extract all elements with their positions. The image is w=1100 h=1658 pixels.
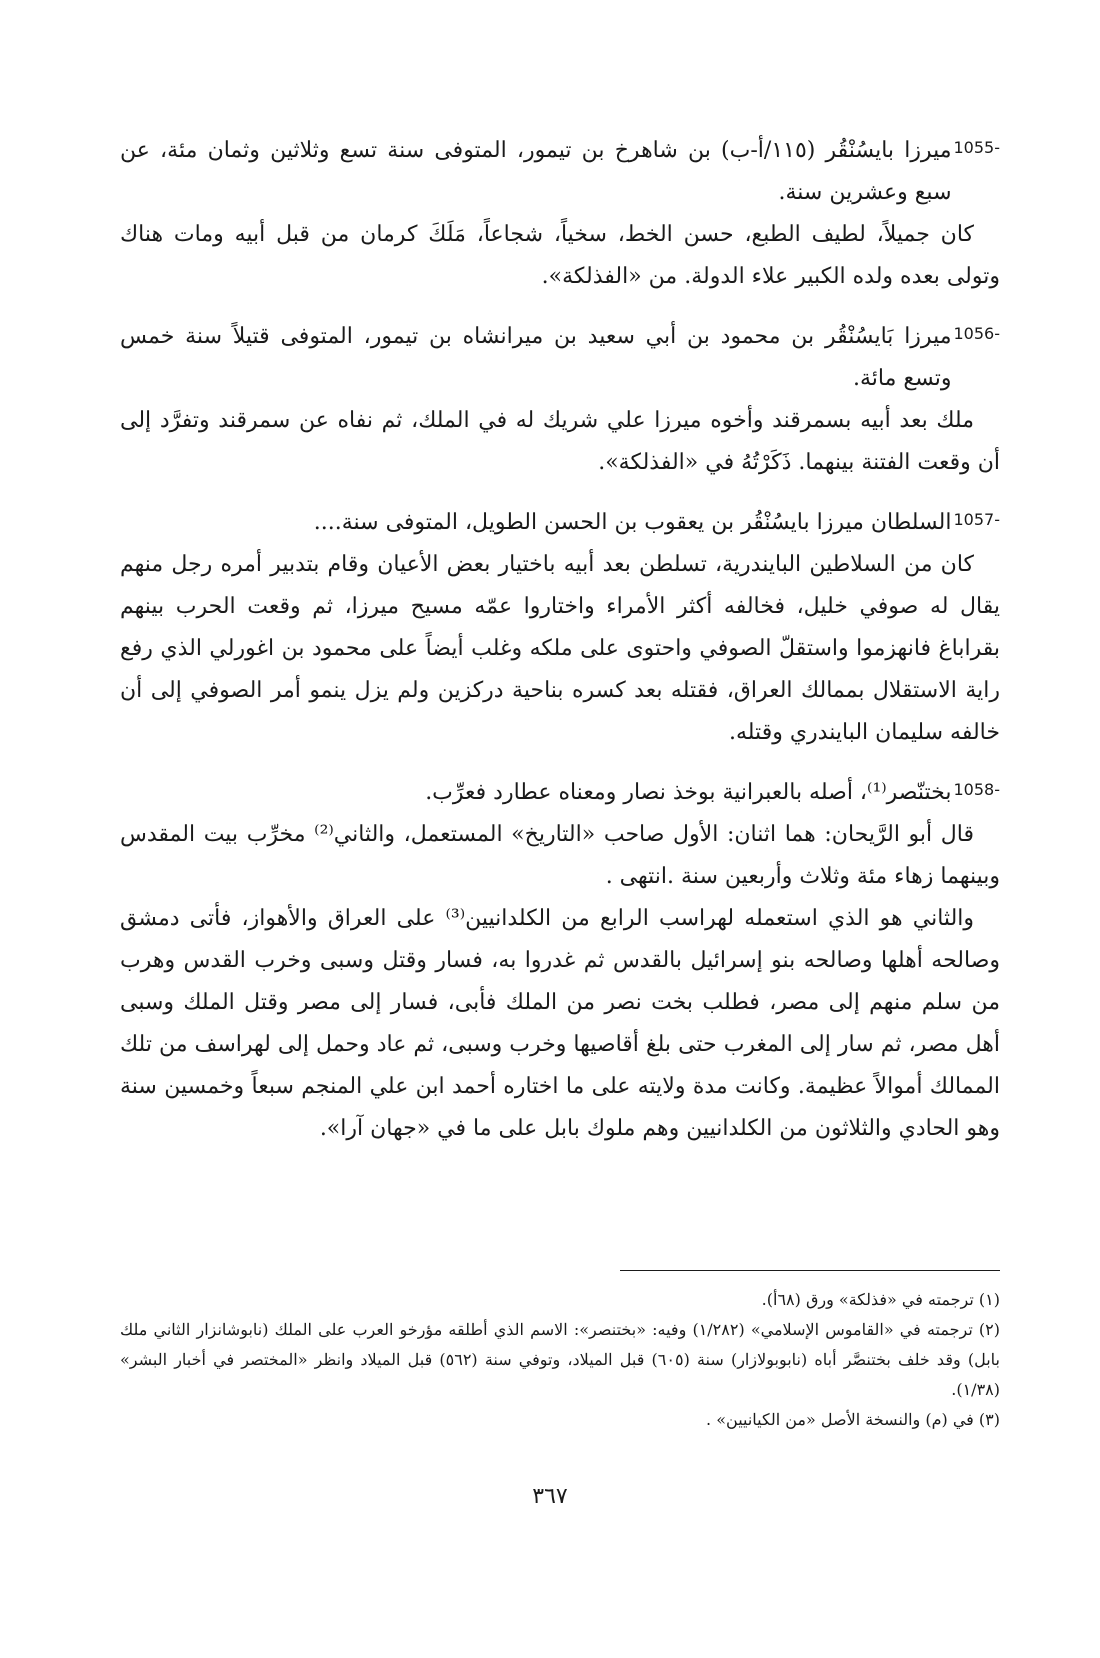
entry-title: بختنّصر⁽¹⁾، أصله بالعبرانية بوخذ نصار ومعناه عطارد فعرِّب.: [425, 780, 952, 805]
entry-heading: [120, 316, 1000, 400]
entry-paragraph: قال أبو الرَّيحان: هما اثنان: الأول صاحب «التاريخ» المستعمل، والثاني⁽²⁾ مخرِّب بيت المقدس وبينهما زهاء مئة وثلاث وأربعين سنة .انتهى .: [120, 822, 1000, 889]
footnote-2: (٢) ترجمته في «القاموس الإسلامي» (١/٢٨٢) وفيه: «بختنصر»: الاسم الذي أطلقه مؤرخو العرب على الملك (نابوشانزار الثاني ملك بابل) وقد خلف بختنصَّر أباه (نابوبولازار) سنة (٦٠٥) قبل الميلاد، وتوفي سنة (٥٦٢) قبل الميلاد وانظر «المختصر في أخبار البشر» (١/٣٨).: [120, 1320, 1001, 1399]
entry-paragraph: والثاني هو الذي استعمله لهراسب الرابع من الكلدانيين⁽³⁾ على العراق والأهواز، فأتى دمشق وصالحه أهلها وصالحه بنو إسرائيل بالقدس ثم غدروا به، فسار وقتل وسبى وخرب القدس وهرب من سلم منهم إلى مصر، فطلب بخت نصر من الملك فأبى، فسار إلى مصر وقتل الملك وسبى أهل مصر، ثم سار إلى المغرب حتى بلغ أقاصيها وخرب وسبى، ثم عاد وحمل إلى لهراسف من تلك الممالك أموالاً عظيمة. وكانت مدة ولايته على ما اختاره أحمد ابن علي المنجم سبعاً وخمسين سنة وهو الحادي والثلاثون من الكلدانيين وهم ملوك بابل على ما في «جهان آرا».: [120, 906, 1000, 1141]
entry-1057: [120, 502, 1000, 754]
entry-1056: [120, 316, 1000, 484]
footnote-divider: [620, 1270, 1000, 1271]
entry-heading: [120, 502, 1000, 544]
footnote-3: (٣) في (م) والنسخة الأصل «من الكيانيين» .: [706, 1410, 1000, 1429]
entry-title: ميرزا بايسُنْقُر (١١٥/أ-ب) بن شاهرخ بن تيمور، المتوفى سنة تسع وثلاثين وثمان مئة، عن سبع وعشرين سنة.: [120, 138, 952, 205]
entry-1058: [120, 772, 1000, 1150]
entry-1055: [120, 130, 1000, 298]
footnotes: [120, 1270, 1000, 1435]
page-number: ٣٦٧: [532, 1484, 568, 1509]
entry-number: 1055 -: [952, 130, 1001, 157]
entry-heading: [120, 772, 1000, 814]
entry-paragraph: كان جميلاً، لطيف الطبع، حسن الخط، سخياً، شجاعاً، مَلَكَ كرمان من قبل أبيه ومات هناك وتولى بعده ولده الكبير علاء الدولة. من «الفذلكة».: [120, 222, 1000, 289]
entry-number: 1056 -: [952, 316, 1001, 343]
entry-heading: [120, 130, 1000, 214]
footnote-1: (١) ترجمته في «فذلكة» ورق (٦٨أ).: [761, 1290, 1000, 1309]
main-text: [120, 130, 1000, 1168]
entry-paragraph: كان من السلاطين البايندرية، تسلطن بعد أبيه باختيار بعض الأعيان وقام بتدبير أمره رجل منهم يقال له صوفي خليل، فخالفه أكثر الأمراء واختاروا عمّه مسيح ميرزا، ثم وقعت الحرب بينهم بقراباغ فانهزموا واستقلّ الصوفي واحتوى على ملكه وغلب أيضاً على محمود بن اغورلي الذي رفع راية الاستقلال بممالك العراق، فقتله بعد كسره بناحية دركزين ولم يزل ينمو أمر الصوفي إلى أن خالفه سليمان البايندري وقتله.: [120, 552, 1000, 745]
entry-title: السلطان ميرزا بايسُنْقُر بن يعقوب بن الحسن الطويل، المتوفى سنة....: [313, 510, 952, 535]
entry-number: 1057 -: [952, 502, 1001, 529]
entry-title: ميرزا بَايسُنْقُر بن محمود بن أبي سعيد بن ميرانشاه بن تيمور، المتوفى قتيلاً سنة خمس وتسع مائة.: [120, 324, 952, 391]
entry-paragraph: ملك بعد أبيه بسمرقند وأخوه ميرزا علي شريك له في الملك، ثم نفاه عن سمرقند وتفرَّد إلى أن وقعت الفتنة بينهما. ذَكَرْتُهُ في «الفذلكة».: [120, 408, 1000, 475]
entry-number: 1058 -: [952, 772, 1001, 799]
